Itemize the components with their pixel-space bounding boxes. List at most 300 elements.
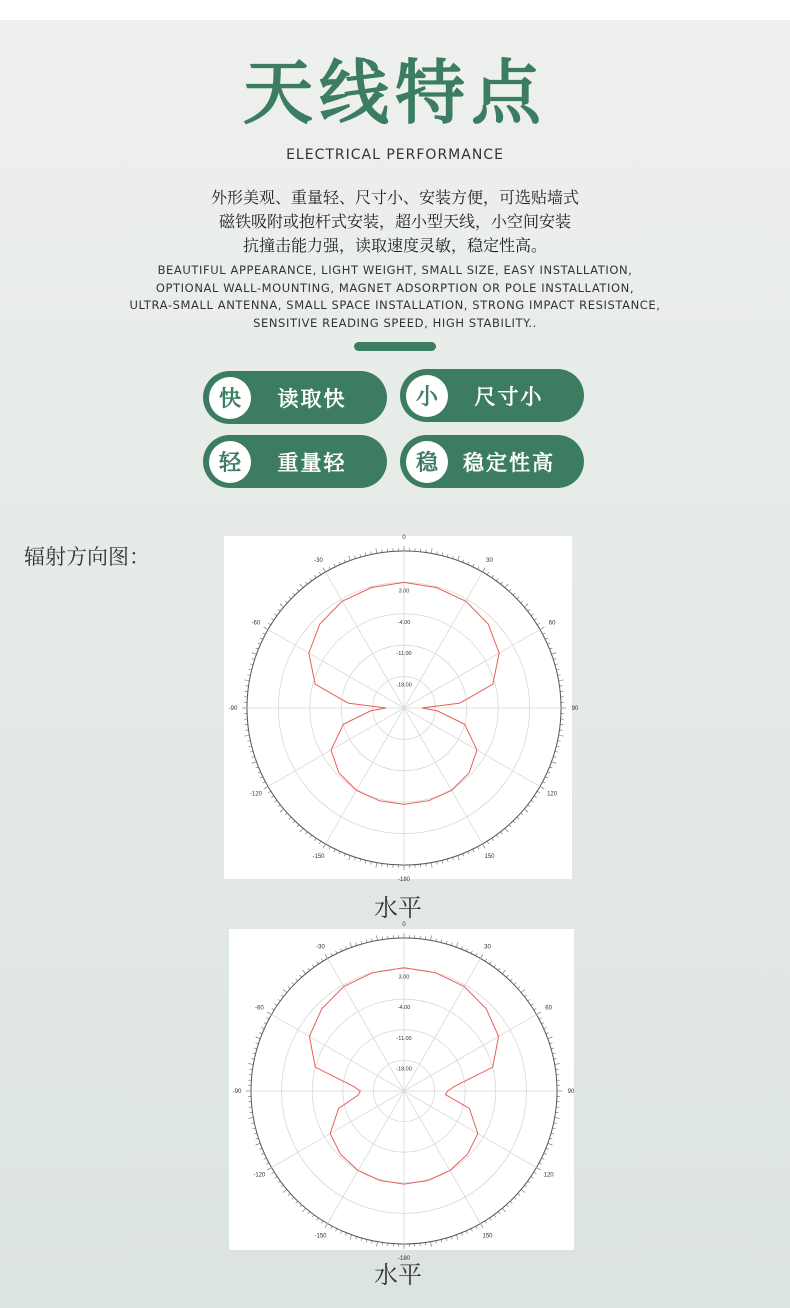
tick-mark — [537, 1012, 541, 1015]
angle-label: -60 — [255, 1005, 264, 1012]
tick-mark — [252, 659, 255, 660]
radial-label: -18.00 — [396, 682, 412, 689]
tick-mark — [476, 1226, 477, 1229]
tick-mark — [247, 675, 250, 676]
description-cn-line: 外形美观、重量轻、尺寸小、安装方便，可选贴墙式 — [210, 188, 579, 207]
tick-mark — [283, 1189, 287, 1192]
angle-label: -150 — [314, 1233, 327, 1240]
tick-mark — [371, 551, 372, 554]
grid-spoke — [404, 1091, 481, 1224]
tick-mark — [506, 975, 508, 977]
tick-mark — [264, 627, 268, 630]
tick-mark — [431, 548, 432, 553]
tick-mark — [377, 935, 378, 940]
tick-mark — [300, 975, 302, 977]
tick-mark — [431, 1242, 432, 1247]
tick-mark — [266, 1018, 269, 1019]
feature-light-weight — [203, 435, 387, 488]
feature-icon: 快 — [209, 377, 251, 419]
tick-mark — [312, 965, 314, 967]
tick-mark — [264, 1023, 267, 1024]
tick-mark — [521, 813, 523, 815]
tick-mark — [458, 556, 460, 561]
tick-mark — [436, 938, 437, 941]
tick-mark — [250, 664, 253, 665]
angle-label: -150 — [312, 854, 325, 861]
tick-mark — [555, 1064, 560, 1065]
tick-mark — [339, 562, 340, 565]
grid-spoke — [326, 708, 405, 844]
angle-label: 30 — [486, 557, 493, 564]
angle-label: 120 — [543, 1172, 554, 1179]
tick-mark — [524, 809, 528, 812]
tick-mark — [544, 1028, 547, 1029]
tick-mark — [546, 1148, 549, 1149]
description-cn — [0, 186, 790, 258]
tick-mark — [542, 1158, 545, 1159]
angle-label: -120 — [253, 1172, 266, 1179]
tick-mark — [256, 767, 259, 768]
tick-mark — [556, 746, 559, 747]
tick-mark — [289, 817, 291, 819]
tick-mark — [510, 979, 512, 981]
tick-mark — [253, 1053, 256, 1054]
tick-mark — [283, 989, 287, 992]
tick-mark — [256, 1043, 259, 1044]
angle-label: 90 — [571, 706, 579, 712]
polar-chart-svg — [224, 535, 579, 883]
tick-mark — [506, 1205, 508, 1207]
tick-mark — [551, 1048, 554, 1049]
tick-mark — [456, 1235, 458, 1240]
tick-mark — [483, 568, 486, 572]
tick-mark — [552, 653, 557, 655]
tick-mark — [305, 582, 307, 584]
tick-mark — [442, 553, 443, 556]
tick-mark — [468, 851, 469, 854]
tick-mark — [558, 675, 561, 676]
tick-mark — [447, 859, 448, 862]
radial-label: 3.00 — [398, 588, 410, 595]
feature-label: 尺寸小 — [474, 384, 544, 409]
tick-mark — [336, 951, 337, 954]
tick-mark — [490, 962, 492, 964]
tick-mark — [278, 999, 280, 1001]
description-cn-line: 磁铁吸附或抱杆式安装，超小型天线，小空间安装 — [218, 212, 571, 231]
tick-mark — [293, 593, 295, 595]
radiation-pattern-label: 辐射方向图： — [24, 545, 150, 569]
tick-mark — [248, 1064, 253, 1065]
tick-mark — [296, 1201, 298, 1203]
grid-spoke — [404, 958, 481, 1091]
tick-mark — [539, 1163, 542, 1164]
tick-mark — [272, 1008, 275, 1010]
grid-spoke — [404, 708, 483, 844]
tick-mark — [376, 548, 377, 553]
feature-small-size — [400, 369, 584, 422]
tick-mark — [302, 970, 305, 974]
tick-mark — [496, 579, 498, 581]
tick-mark — [551, 1133, 554, 1134]
angle-label: -90 — [228, 706, 238, 712]
tick-mark — [334, 564, 335, 567]
tick-mark — [356, 1237, 357, 1240]
tick-mark — [252, 757, 255, 758]
tick-mark — [518, 1193, 520, 1195]
tick-mark — [550, 767, 553, 768]
tick-mark — [550, 1138, 553, 1139]
angle-label: 90 — [567, 1089, 575, 1095]
tick-mark — [344, 560, 345, 563]
tick-mark — [266, 1163, 269, 1164]
tick-mark — [550, 1043, 553, 1044]
tick-mark — [329, 847, 330, 850]
tick-mark — [494, 965, 496, 967]
radial-label: 3.00 — [398, 974, 410, 981]
tick-mark — [281, 1185, 283, 1187]
tick-mark — [478, 847, 479, 850]
tick-mark — [256, 1037, 261, 1039]
tick-mark — [468, 562, 469, 565]
tick-mark — [453, 556, 454, 559]
tick-mark — [317, 962, 319, 964]
tick-mark — [539, 1018, 542, 1019]
tick-mark — [531, 614, 533, 616]
description-en-line: SENSITIVE READING SPEED, HIGH STABILITY.. — [253, 315, 537, 330]
tick-mark — [300, 1205, 302, 1207]
grid-spoke — [404, 1091, 537, 1168]
tick-mark — [485, 959, 487, 962]
tick-mark — [494, 1215, 496, 1217]
angle-label: -120 — [249, 791, 262, 798]
tick-mark — [319, 841, 321, 844]
radial-label: -11.00 — [396, 651, 412, 658]
tick-mark — [466, 948, 467, 951]
tick-mark — [336, 1229, 337, 1232]
angle-label: -180 — [397, 1256, 411, 1262]
tick-mark — [548, 1037, 553, 1039]
tick-mark — [267, 1012, 271, 1015]
tick-mark — [447, 554, 448, 557]
tick-mark — [377, 1242, 378, 1247]
tick-mark — [361, 941, 362, 944]
tick-mark — [271, 796, 273, 798]
tick-mark — [264, 1158, 267, 1159]
angle-label: -60 — [251, 620, 261, 627]
angle-label: 60 — [545, 1005, 552, 1012]
tick-mark — [545, 777, 548, 778]
tick-mark — [458, 856, 460, 861]
tick-mark — [308, 1212, 310, 1214]
tick-mark — [534, 1008, 537, 1010]
tick-mark — [253, 1128, 256, 1129]
tick-mark — [525, 1185, 527, 1187]
tick-mark — [543, 633, 546, 634]
tick-mark — [528, 609, 530, 611]
tick-mark — [518, 987, 520, 989]
description-en-line: OPTIONAL WALL-MOUNTING, MAGNET ADSORPTION OR POLE INSTALLATION, — [155, 280, 635, 295]
angle-label: 60 — [548, 620, 556, 627]
tick-mark — [558, 741, 561, 742]
tick-mark — [476, 953, 477, 956]
tick-mark — [331, 953, 332, 956]
angle-label: -30 — [314, 557, 323, 564]
tick-mark — [323, 844, 326, 848]
tick-mark — [537, 1168, 541, 1171]
tick-mark — [437, 862, 438, 865]
tick-mark — [513, 593, 515, 595]
tick-mark — [540, 627, 544, 630]
grid-spoke — [268, 708, 404, 787]
tick-mark — [248, 1118, 253, 1119]
tick-mark — [531, 1177, 533, 1179]
tick-mark — [289, 597, 291, 599]
tick-mark — [436, 1241, 437, 1244]
tick-mark — [321, 1221, 323, 1224]
tick-mark — [356, 943, 357, 946]
tick-mark — [249, 746, 252, 747]
tick-mark — [339, 851, 340, 854]
tick-mark — [251, 1059, 254, 1060]
tick-mark — [264, 787, 268, 790]
tick-mark — [437, 551, 438, 554]
tick-mark — [260, 638, 263, 639]
tick-mark — [315, 575, 317, 577]
tick-mark — [550, 648, 553, 649]
tick-mark — [305, 832, 307, 834]
tick-mark — [271, 619, 273, 621]
tick-mark — [302, 1208, 305, 1212]
radial-label: -4.00 — [397, 1005, 411, 1012]
tick-mark — [254, 1133, 257, 1134]
tick-mark — [521, 601, 523, 603]
tick-mark — [531, 800, 533, 802]
tick-mark — [261, 1028, 264, 1029]
angle-label: -180 — [397, 877, 411, 883]
tick-mark — [278, 805, 280, 807]
tick-mark — [559, 680, 564, 681]
tick-mark — [366, 1239, 367, 1242]
tick-mark — [300, 584, 303, 588]
tick-mark — [546, 1033, 549, 1034]
description-en — [0, 262, 790, 332]
tick-mark — [528, 1181, 530, 1183]
tick-mark — [297, 589, 299, 591]
angle-label: -90 — [232, 1089, 242, 1095]
tick-mark — [487, 572, 489, 575]
tick-mark — [275, 614, 277, 616]
tick-mark — [259, 1148, 262, 1149]
tick-mark — [329, 567, 330, 570]
angle-label: 150 — [482, 1233, 493, 1240]
tick-mark — [288, 987, 290, 989]
feature-high-stability — [400, 435, 584, 488]
tick-mark — [534, 619, 536, 621]
tick-mark — [544, 1153, 547, 1154]
angle-label: -30 — [316, 944, 325, 951]
tick-mark — [517, 597, 519, 599]
tick-mark — [355, 556, 356, 559]
tick-mark — [355, 857, 356, 860]
tick-mark — [360, 859, 361, 862]
tick-mark — [258, 643, 261, 644]
tick-mark — [256, 1138, 259, 1139]
tick-mark — [548, 1143, 553, 1145]
tick-mark — [431, 863, 432, 868]
tick-mark — [293, 821, 295, 823]
tick-mark — [485, 1221, 487, 1224]
tick-mark — [555, 1118, 560, 1119]
tick-mark — [247, 741, 250, 742]
tick-mark — [261, 1153, 264, 1154]
tick-mark — [442, 860, 443, 863]
tick-mark — [297, 825, 299, 827]
tick-mark — [319, 572, 321, 575]
tick-mark — [292, 1197, 294, 1199]
grid-spoke — [404, 1015, 537, 1092]
grid-spoke — [326, 572, 405, 708]
tick-mark — [552, 762, 557, 764]
tick-mark — [451, 943, 452, 946]
angle-label: 120 — [547, 791, 558, 798]
tick-mark — [431, 935, 432, 940]
chart-caption: 水平 — [374, 894, 422, 922]
tick-mark — [509, 589, 511, 591]
tick-mark — [263, 633, 266, 634]
tick-mark — [461, 946, 462, 949]
feature-icon: 轻 — [209, 441, 251, 483]
tick-mark — [244, 680, 249, 681]
tick-mark — [528, 805, 530, 807]
tick-mark — [514, 1197, 516, 1199]
tick-mark — [315, 838, 317, 840]
tick-mark — [300, 828, 303, 832]
tick-mark — [285, 601, 287, 603]
tick-mark — [509, 825, 511, 827]
tick-mark — [490, 1218, 492, 1220]
angle-label: 30 — [484, 944, 491, 951]
tick-mark — [543, 782, 546, 783]
tick-mark — [344, 854, 345, 857]
tick-mark — [272, 1172, 275, 1174]
feature-icon: 稳 — [406, 441, 448, 483]
tick-mark — [473, 849, 474, 852]
tick-mark — [547, 772, 550, 773]
tick-mark — [341, 1231, 342, 1234]
radiation-chart-1 — [224, 535, 579, 883]
tick-mark — [252, 762, 257, 764]
tick-mark — [553, 659, 556, 660]
tick-mark — [278, 1181, 280, 1183]
tick-mark — [371, 862, 372, 865]
tick-mark — [280, 809, 284, 812]
tick-mark — [473, 564, 474, 567]
tick-mark — [268, 623, 271, 625]
tick-mark — [492, 838, 494, 840]
tick-mark — [521, 1189, 525, 1192]
tick-mark — [501, 832, 503, 834]
tick-mark — [498, 1212, 500, 1214]
tick-mark — [461, 1233, 462, 1236]
tick-mark — [540, 787, 544, 790]
tick-mark — [502, 970, 505, 974]
feature-label: 读取快 — [277, 386, 347, 411]
tick-mark — [268, 791, 271, 793]
tick-mark — [251, 1123, 254, 1124]
tick-mark — [534, 1172, 537, 1174]
tick-mark — [528, 999, 530, 1001]
tick-mark — [325, 1224, 328, 1228]
angle-label: 0 — [402, 535, 406, 541]
tick-mark — [471, 951, 472, 954]
tick-mark — [365, 553, 366, 556]
polar-chart-svg — [229, 922, 575, 1262]
tick-mark — [514, 983, 516, 985]
tick-mark — [365, 860, 366, 863]
tick-mark — [554, 1123, 557, 1124]
tick-mark — [513, 821, 515, 823]
tick-mark — [441, 1239, 442, 1242]
tick-mark — [280, 604, 284, 607]
grid-spoke — [328, 1091, 405, 1224]
tick-mark — [260, 777, 263, 778]
tick-mark — [545, 638, 548, 639]
tick-mark — [466, 1231, 467, 1234]
tick-mark — [292, 983, 294, 985]
tick-mark — [463, 560, 464, 563]
tick-mark — [372, 938, 373, 941]
radial-label: -11.00 — [396, 1035, 412, 1042]
tick-mark — [453, 857, 454, 860]
chart-caption: 水平 — [374, 1261, 422, 1289]
tick-mark — [501, 582, 503, 584]
tick-mark — [554, 1059, 557, 1060]
tick-mark — [517, 817, 519, 819]
description-en-line: BEAUTIFUL APPEARANCE, LIGHT WEIGHT, SMALL SIZE, EASY INSTALLATION, — [157, 263, 633, 277]
tick-mark — [334, 849, 335, 852]
feature-label: 稳定性高 — [463, 450, 555, 475]
tick-mark — [552, 1128, 555, 1129]
tick-mark — [481, 1224, 484, 1228]
tick-mark — [492, 575, 494, 577]
tick-mark — [341, 948, 342, 951]
description-en-line: ULTRA-SMALL ANTENNA, SMALL SPACE INSTALLATION, STRONG IMPACT RESISTANCE, — [129, 298, 661, 312]
tick-mark — [537, 623, 540, 625]
tick-mark — [537, 791, 540, 793]
tick-mark — [350, 943, 352, 948]
tick-mark — [323, 568, 326, 572]
feature-fast-read — [203, 371, 387, 424]
tick-mark — [331, 1226, 332, 1229]
tick-mark — [555, 751, 558, 752]
tick-mark — [360, 554, 361, 557]
grid-spoke — [404, 572, 483, 708]
tick-mark — [478, 567, 479, 570]
tick-mark — [502, 1208, 505, 1212]
tick-mark — [471, 1229, 472, 1232]
tick-mark — [496, 835, 498, 837]
tick-mark — [312, 1215, 314, 1217]
feature-label: 重量轻 — [277, 450, 347, 475]
tick-mark — [244, 735, 249, 736]
grid-spoke — [271, 1015, 404, 1092]
tick-mark — [349, 556, 351, 561]
tick-mark — [254, 1048, 257, 1049]
tick-mark — [350, 1235, 352, 1240]
tick-mark — [481, 954, 484, 958]
radiation-chart-2 — [229, 922, 575, 1262]
tick-mark — [308, 968, 310, 970]
